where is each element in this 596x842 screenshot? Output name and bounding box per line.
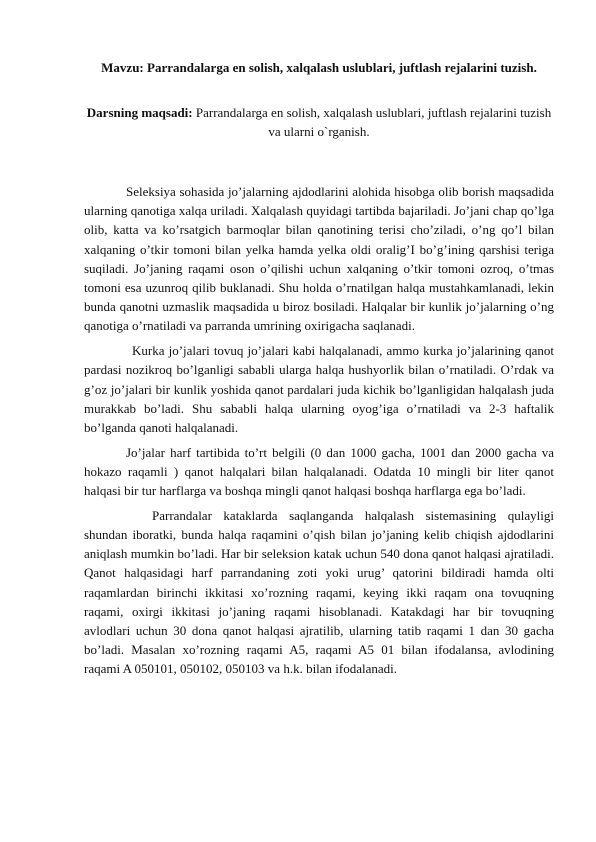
paragraph-cage-system: Parrandalar kataklarda saqlanganda halqalash sistemasining qulayligi shundan iboratki, bunda halqa raqamini o’qish bilan jo’janing kelib chiqish ajdodlarini aniqlash mumkin bo’ladi. Har bir seleksion katak uchun 540 dona qanot halqasi ajratiladi. Qanot halqasidagi harf parrandaning zoti yoki urug’ qatorini bildiradi hamda olti raqamlardan birinchi ikkitasi xo’rozning raqami, keying ikki raqam ona tovuqning raqami, oxirgi ikkitasi jo’janing raqami hisoblanadi. Katakdagi har bir tovuqning avlodlari uchun 30 dona qanot halqasi ajratilib, ularning tatib raqami 1 dan 30 gacha bo’ladi. Masalan xo’rozning raqami A5, raqami A5 01 bilan ifodalansa, avlodining raqami A 050101, 050102, 050103 va h.k. bilan ifodalanadi. — [84, 507, 554, 677]
paragraph-turkey-ringing: Kurka jo’jalari tovuq jo’jalari kabi halqalanadi, ammo kurka jo’jalarining qanot pardasi nozikroq bo’lganligi sababli ularga halqa hushyorlik bilan o’rnatiladi. O’rdak va g’oz jo’jalari bir kunlik yoshida qanot pardalari juda kichik bo’lganligidan halqalash juda murakkab bo’ladi. Shu sababli halqa ularning oyog’iga o’rnatiladi va 2-3 haftalik bo’lganda qanoti halqalanadi. — [84, 343, 554, 435]
paragraph-ringing-procedure: Seleksiya sohasida jo’jalarning ajdodlarini alohida hisobga olib borish maqsadida ularning qanotiga xalqa uriladi. Xalqalash quyidagi tartibda bajariladi. Jo’jani chap qo’lga olib, katta va ko’rsatgich barmoqlar bilan qanotining terisi cho’ziladi, o’ng qo’l bilan xalqaning o’tkir tomoni bilan yelka hamda yelka oldi oralig’I bo’g’ining qarshisi teriga suqiladi. Jo’janing raqami oson o’qilishi uchun xalqaning o’tkir tomoni ozroq, o’tmas tomoni esa uzunroq qilib buklanadi. Shu holda o’rnatilgan halqa mustahkamlanadi, lekin bunda qanotni uzmaslik maqsadida u biroz bosiladi. Halqalar bir kunlik jo’jalarning o’ng qanotiga o’rnatiladi va parranda umrining oxirigacha saqlanadi. — [84, 184, 554, 334]
paragraph-ring-numbering: Jo’jalar harf tartibida to’rt belgili (0 dan 1000 gacha, 1001 dan 2000 gacha va hokazo raqamli ) qanot halqalari bilan halqalanadi. Odatda 10 mingli bir liter qanot halqasi bir tur harflarga va boshqa mingli qanot halqasi boshqa harflarga ega bo’ladi. — [84, 444, 554, 499]
lesson-purpose-label: Darsning maqsadi: — [86, 105, 193, 120]
document-body — [84, 182, 554, 684]
lesson-purpose — [84, 103, 554, 141]
lesson-purpose-text: Parrandalarga en solish, xalqalash uslublari, juftlash rejalarini tuzish va ularni o`rganish. — [192, 105, 552, 139]
document-title: Mavzu: Parrandalarga en solish, xalqalash uslublari, juftlash rejalarini tuzish. — [101, 60, 537, 75]
